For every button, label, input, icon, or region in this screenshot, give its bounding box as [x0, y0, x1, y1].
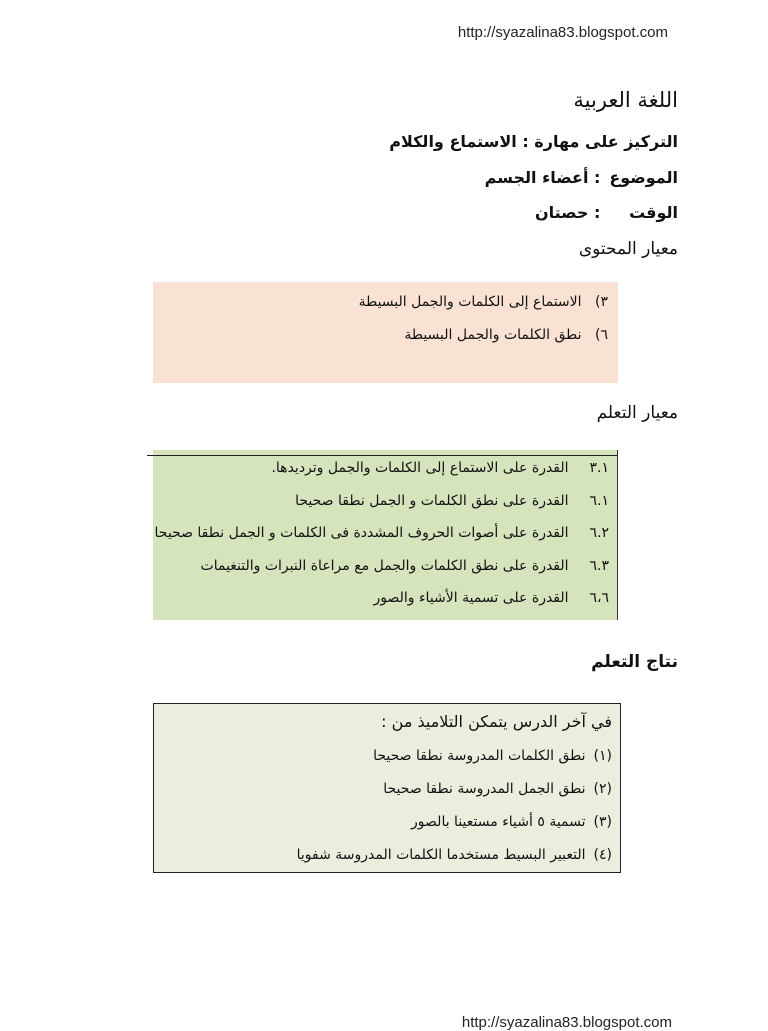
item-text: القدرة على نطق الكلمات والجمل مع مراعاة النبرات والتنغيمات: [200, 557, 569, 574]
item-number: (١): [593, 748, 612, 764]
outcomes-intro: في آخر الدرس يتمكن التلاميذ من :: [381, 712, 612, 731]
outcome-item: [162, 773, 612, 806]
learning-standard-box: [153, 450, 618, 620]
topic-row: [485, 168, 678, 187]
learning-standard-heading: معيار التعلم: [596, 403, 678, 423]
item-number: ٦،٦: [589, 590, 609, 606]
item-text: الاستماع إلى الكلمات والجمل البسيطة: [358, 294, 582, 310]
item-text: التعبير البسيط مستخدما الكلمات المدروسة شفويا: [296, 847, 586, 863]
outcome-item: [162, 806, 612, 839]
learning-outcomes-box: [153, 703, 621, 873]
learning-standard-item: [161, 452, 609, 485]
time-value: : حصتان: [534, 203, 601, 222]
table-top-border: [147, 455, 617, 456]
item-number: ٣): [595, 294, 608, 310]
time-label: الوقت: [629, 203, 678, 222]
learning-standard-item: [154, 517, 609, 550]
item-text: نطق الكلمات والجمل البسيطة: [404, 327, 582, 343]
item-text: نطق الجمل المدروسة نطقا صحيحا: [383, 781, 586, 797]
item-text: تسمية ٥ أشياء مستعينا بالصور: [411, 814, 586, 830]
learning-standard-item: [161, 485, 609, 518]
item-number: ٦.٢: [589, 525, 609, 541]
item-text: القدرة على نطق الكلمات و الجمل نطقا صحيحا: [295, 492, 569, 509]
learning-standard-item: [161, 582, 609, 615]
item-number: ٣.١: [589, 460, 609, 476]
header-url[interactable]: http://syazalina83.blogspot.com: [457, 24, 668, 41]
item-text: القدرة على الاستماع إلى الكلمات والجمل وترديدها.: [271, 460, 569, 476]
content-standard-item: [163, 286, 608, 319]
item-text: نطق الكلمات المدروسة نطقا صحيحا: [373, 748, 586, 764]
item-text: القدرة على تسمية الأشياء والصور: [373, 590, 569, 606]
topic-value: : أعضاء الجسم: [484, 168, 601, 187]
skill-focus: التركيز على مهارة : الاستماع والكلام: [389, 132, 678, 151]
outcome-item: [162, 740, 612, 773]
content-standard-box: [153, 282, 618, 383]
item-number: (٣): [593, 814, 612, 830]
item-number: ٦.٣: [589, 557, 609, 574]
content-standard-item: [163, 319, 608, 352]
topic-label: الموضوع: [609, 168, 678, 187]
learning-outcomes-heading: نتاج التعلم: [591, 652, 678, 672]
time-row: [535, 203, 678, 222]
item-number: (٤): [593, 847, 612, 863]
outcome-item: [162, 839, 612, 872]
item-number: ٦.١: [589, 492, 609, 509]
footer-url[interactable]: http://syazalina83.blogspot.com: [461, 1014, 672, 1031]
item-number: ٦): [595, 327, 608, 343]
learning-standard-item: [161, 550, 609, 583]
subject-title: اللغة العربية: [573, 88, 678, 112]
item-text: القدرة على أصوات الحروف المشددة فى الكلمات و الجمل نطقا صحيحا: [154, 525, 569, 541]
item-number: (٢): [593, 781, 612, 797]
content-standard-heading: معيار المحتوى: [578, 239, 678, 259]
